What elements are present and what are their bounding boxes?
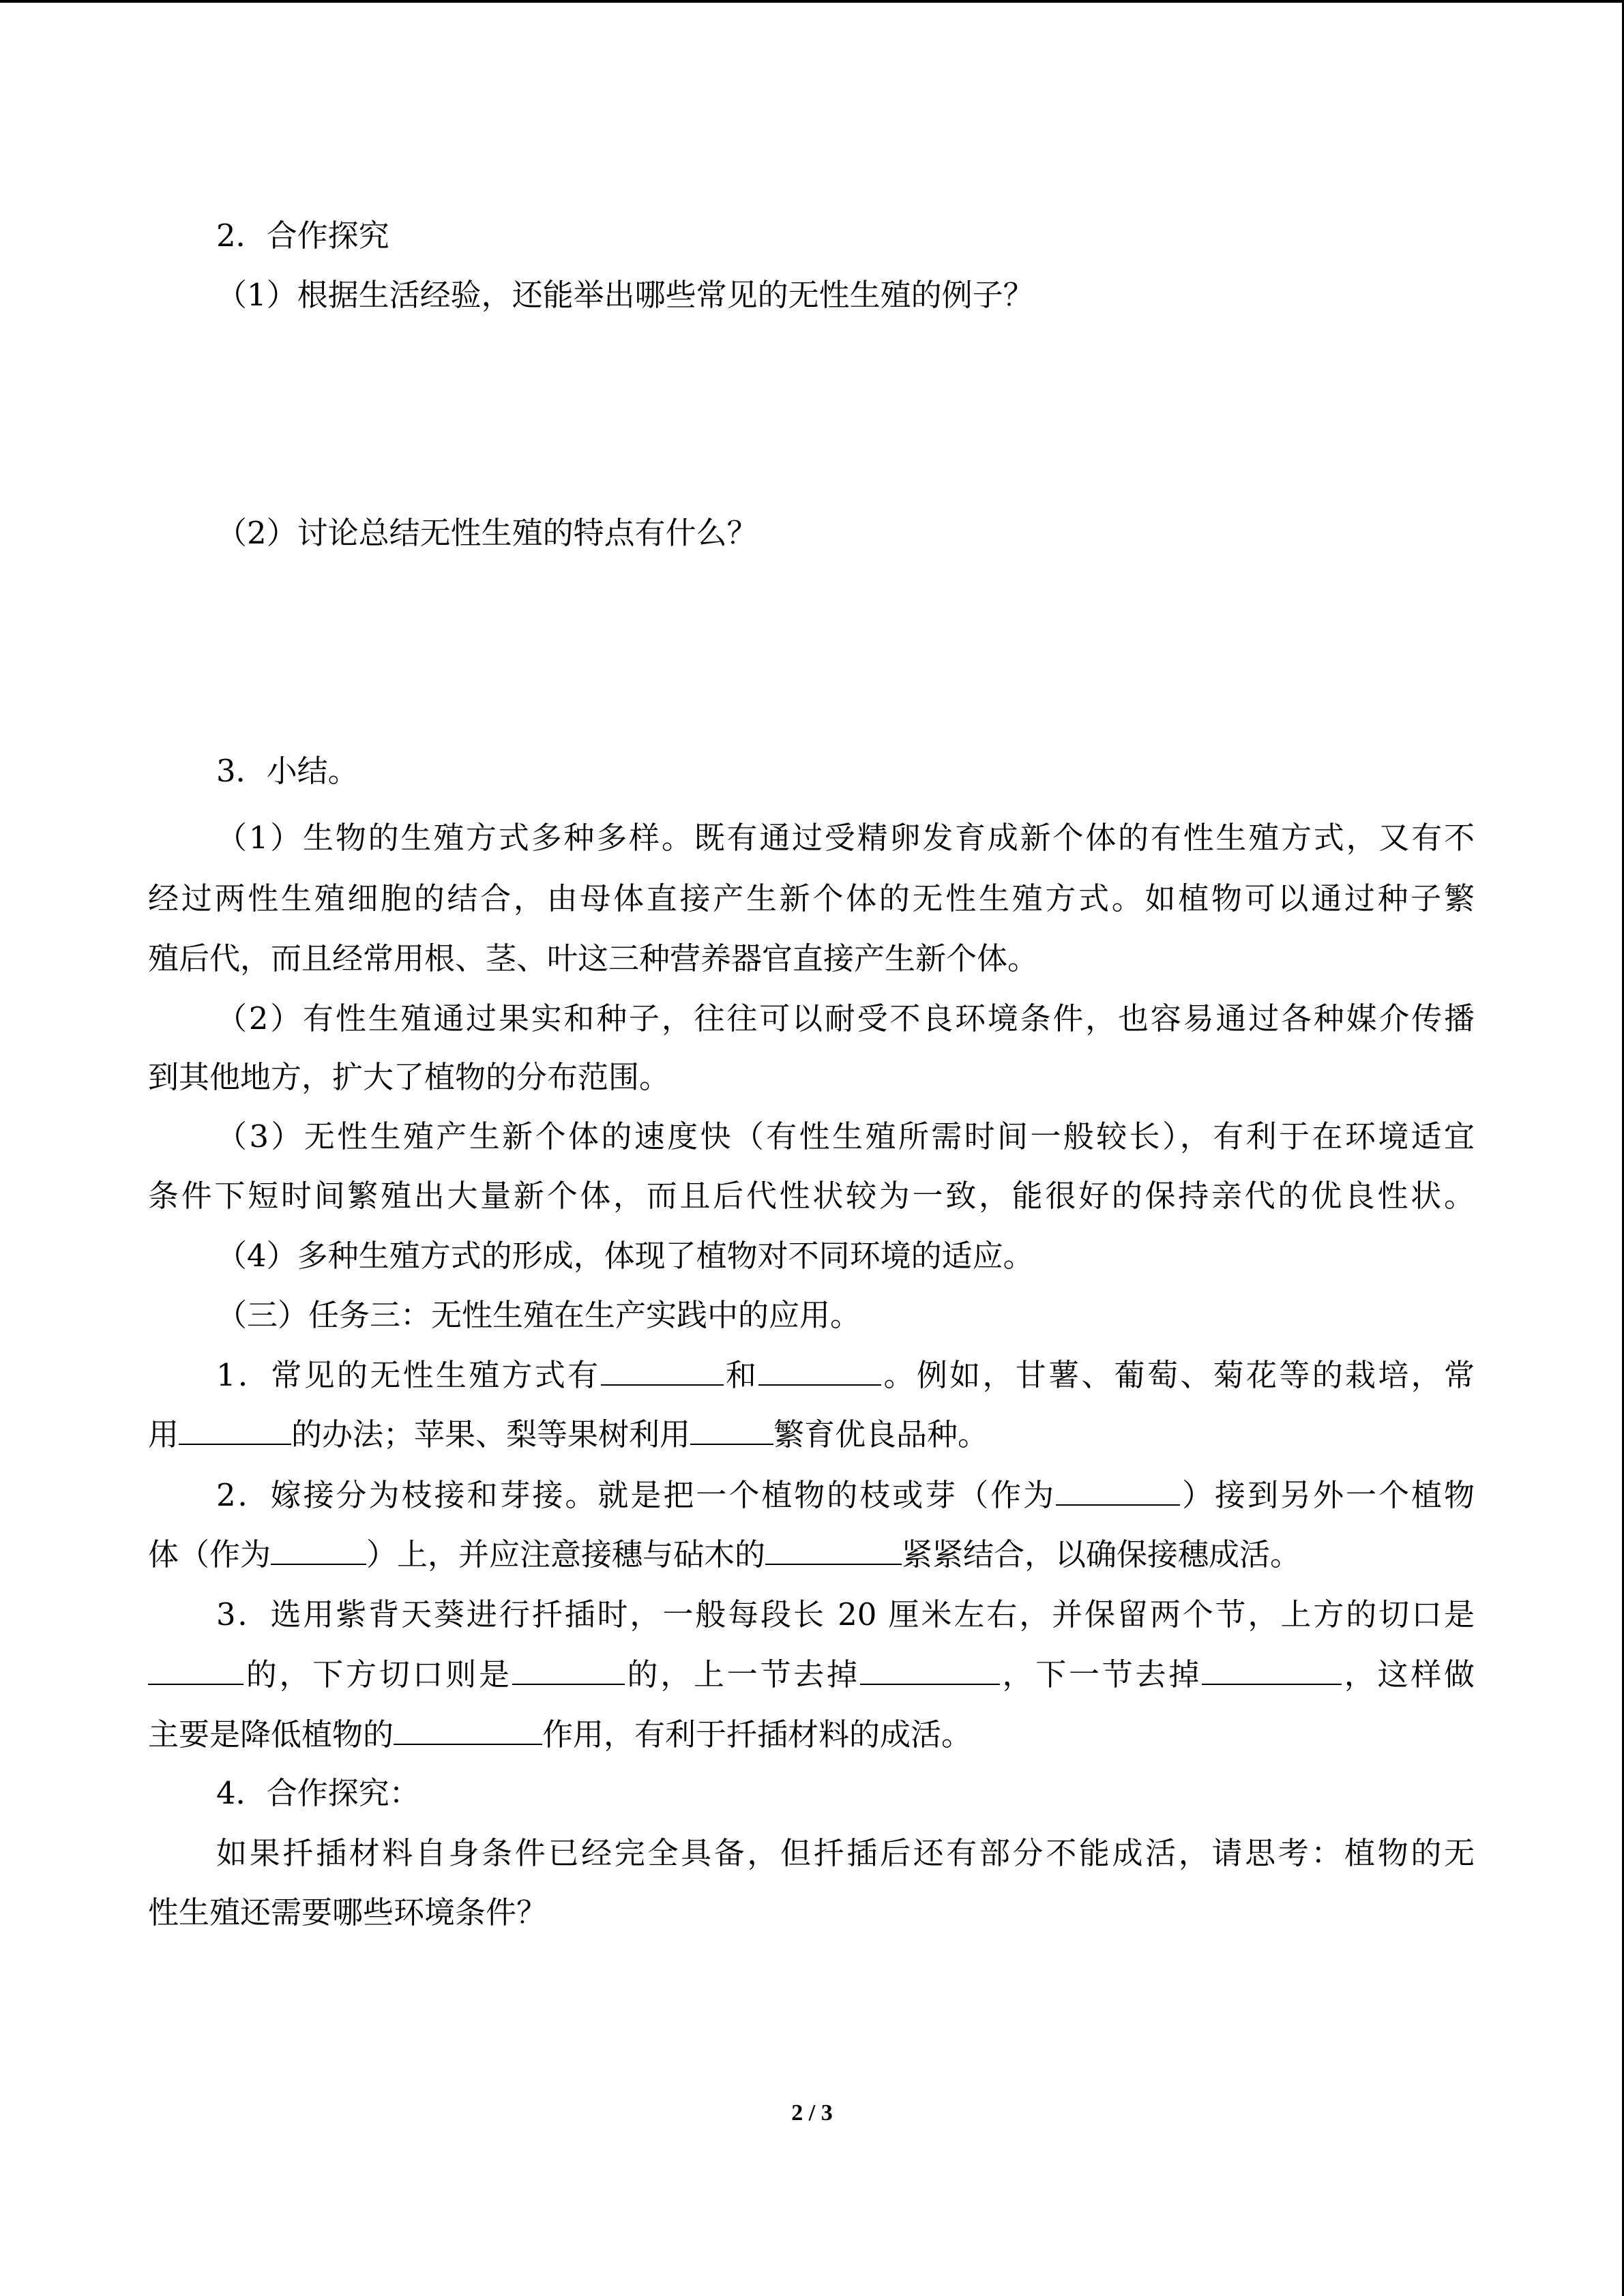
- summary-point-2-line-1: （2）有性生殖通过果实和种子，往往可以耐受不良环境条件，也容易通过各种媒介传播: [216, 1000, 1475, 1037]
- task-3-question-2-line-2: 体（作为 ）上，并应注意接穗与砧木的 紧紧结合，以确保接穗成活。: [148, 1534, 1301, 1575]
- task-3-question-3-line-3: 主要是降低植物的 作用，有利于扦插材料的成活。: [148, 1714, 972, 1755]
- task-3-question-1-line-1: 1．常见的无性生殖方式有 和 。例如，甘薯、葡萄、菊花等的栽培，常: [216, 1354, 1475, 1396]
- summary-point-2-line-2: 到其他地方，扩大了植物的分布范围。: [148, 1059, 670, 1095]
- task-3-question-4-line-2: 性生殖还需要哪些环境条件？: [148, 1894, 548, 1930]
- page-top-border: [0, 0, 1624, 3]
- task-3-question-1-line-2: 用 的办法；苹果、梨等果树利用 繁育优良品种。: [148, 1414, 988, 1455]
- summary-point-1-line-2: 经过两性生殖细胞的结合，由母体直接产生新个体的无性生殖方式。如植物可以通过种子繁: [148, 880, 1475, 916]
- fill-in-blank[interactable]: [271, 1534, 366, 1565]
- task-3-question-2-line-1: 2．嫁接分为枝接和芽接。就是把一个植物的枝或芽（作为 ）接到另外一个植物: [216, 1474, 1475, 1516]
- fill-in-blank[interactable]: [758, 1354, 881, 1386]
- section-3-heading: 3．小结。: [216, 753, 359, 789]
- fill-in-blank[interactable]: [765, 1534, 902, 1565]
- fill-in-blank[interactable]: [394, 1714, 542, 1745]
- fill-in-blank[interactable]: [1056, 1474, 1180, 1506]
- section-2-question-2: （2）讨论总结无性生殖的特点有什么？: [216, 515, 758, 551]
- fill-in-blank[interactable]: [860, 1654, 1000, 1685]
- fill-in-blank[interactable]: [1202, 1654, 1342, 1685]
- task-3-question-4-heading: 4．合作探究：: [216, 1775, 420, 1811]
- summary-point-4: （4）多种生殖方式的形成，体现了植物对不同环境的适应。: [216, 1238, 1034, 1274]
- fill-in-blank[interactable]: [690, 1414, 773, 1445]
- fill-in-blank[interactable]: [512, 1654, 625, 1685]
- task-3-question-4-line-1: 如果扦插材料自身条件已经完全具备，但扦插后还有部分不能成活，请思考：植物的无: [216, 1835, 1475, 1871]
- task-3-question-3-line-1: 3．选用紫背天葵进行扦插时，一般每段长 20 厘米左右，并保留两个节，上方的切口是: [216, 1596, 1475, 1632]
- task-3-heading: （三）任务三：无性生殖在生产实践中的应用。: [216, 1297, 861, 1333]
- fill-in-blank[interactable]: [179, 1414, 291, 1445]
- section-2-question-1: （1）根据生活经验，还能举出哪些常见的无性生殖的例子？: [216, 277, 1034, 313]
- page-number: 2 / 3: [791, 2100, 833, 2126]
- summary-point-1-line-1: （1）生物的生殖方式多种多样。既有通过受精卵发育成新个体的有性生殖方式，又有不: [216, 820, 1475, 856]
- section-2-heading: 2．合作探究: [216, 218, 389, 254]
- summary-point-3-line-1: （3）无性生殖产生新个体的速度快（有性生殖所需时间一般较长），有利于在环境适宜: [216, 1118, 1475, 1154]
- task-3-question-3-line-2: 的，下方切口则是 的，上一节去掉 ，下一节去掉 ，这样做: [148, 1654, 1475, 1695]
- fill-in-blank[interactable]: [148, 1654, 243, 1685]
- summary-point-1-line-3: 殖后代，而且经常用根、茎、叶这三种营养器官直接产生新个体。: [148, 940, 1039, 976]
- fill-in-blank[interactable]: [601, 1354, 724, 1386]
- summary-point-3-line-2: 条件下短时间繁殖出大量新个体，而且后代性状较为一致，能很好的保持亲代的优良性状。: [148, 1178, 1475, 1214]
